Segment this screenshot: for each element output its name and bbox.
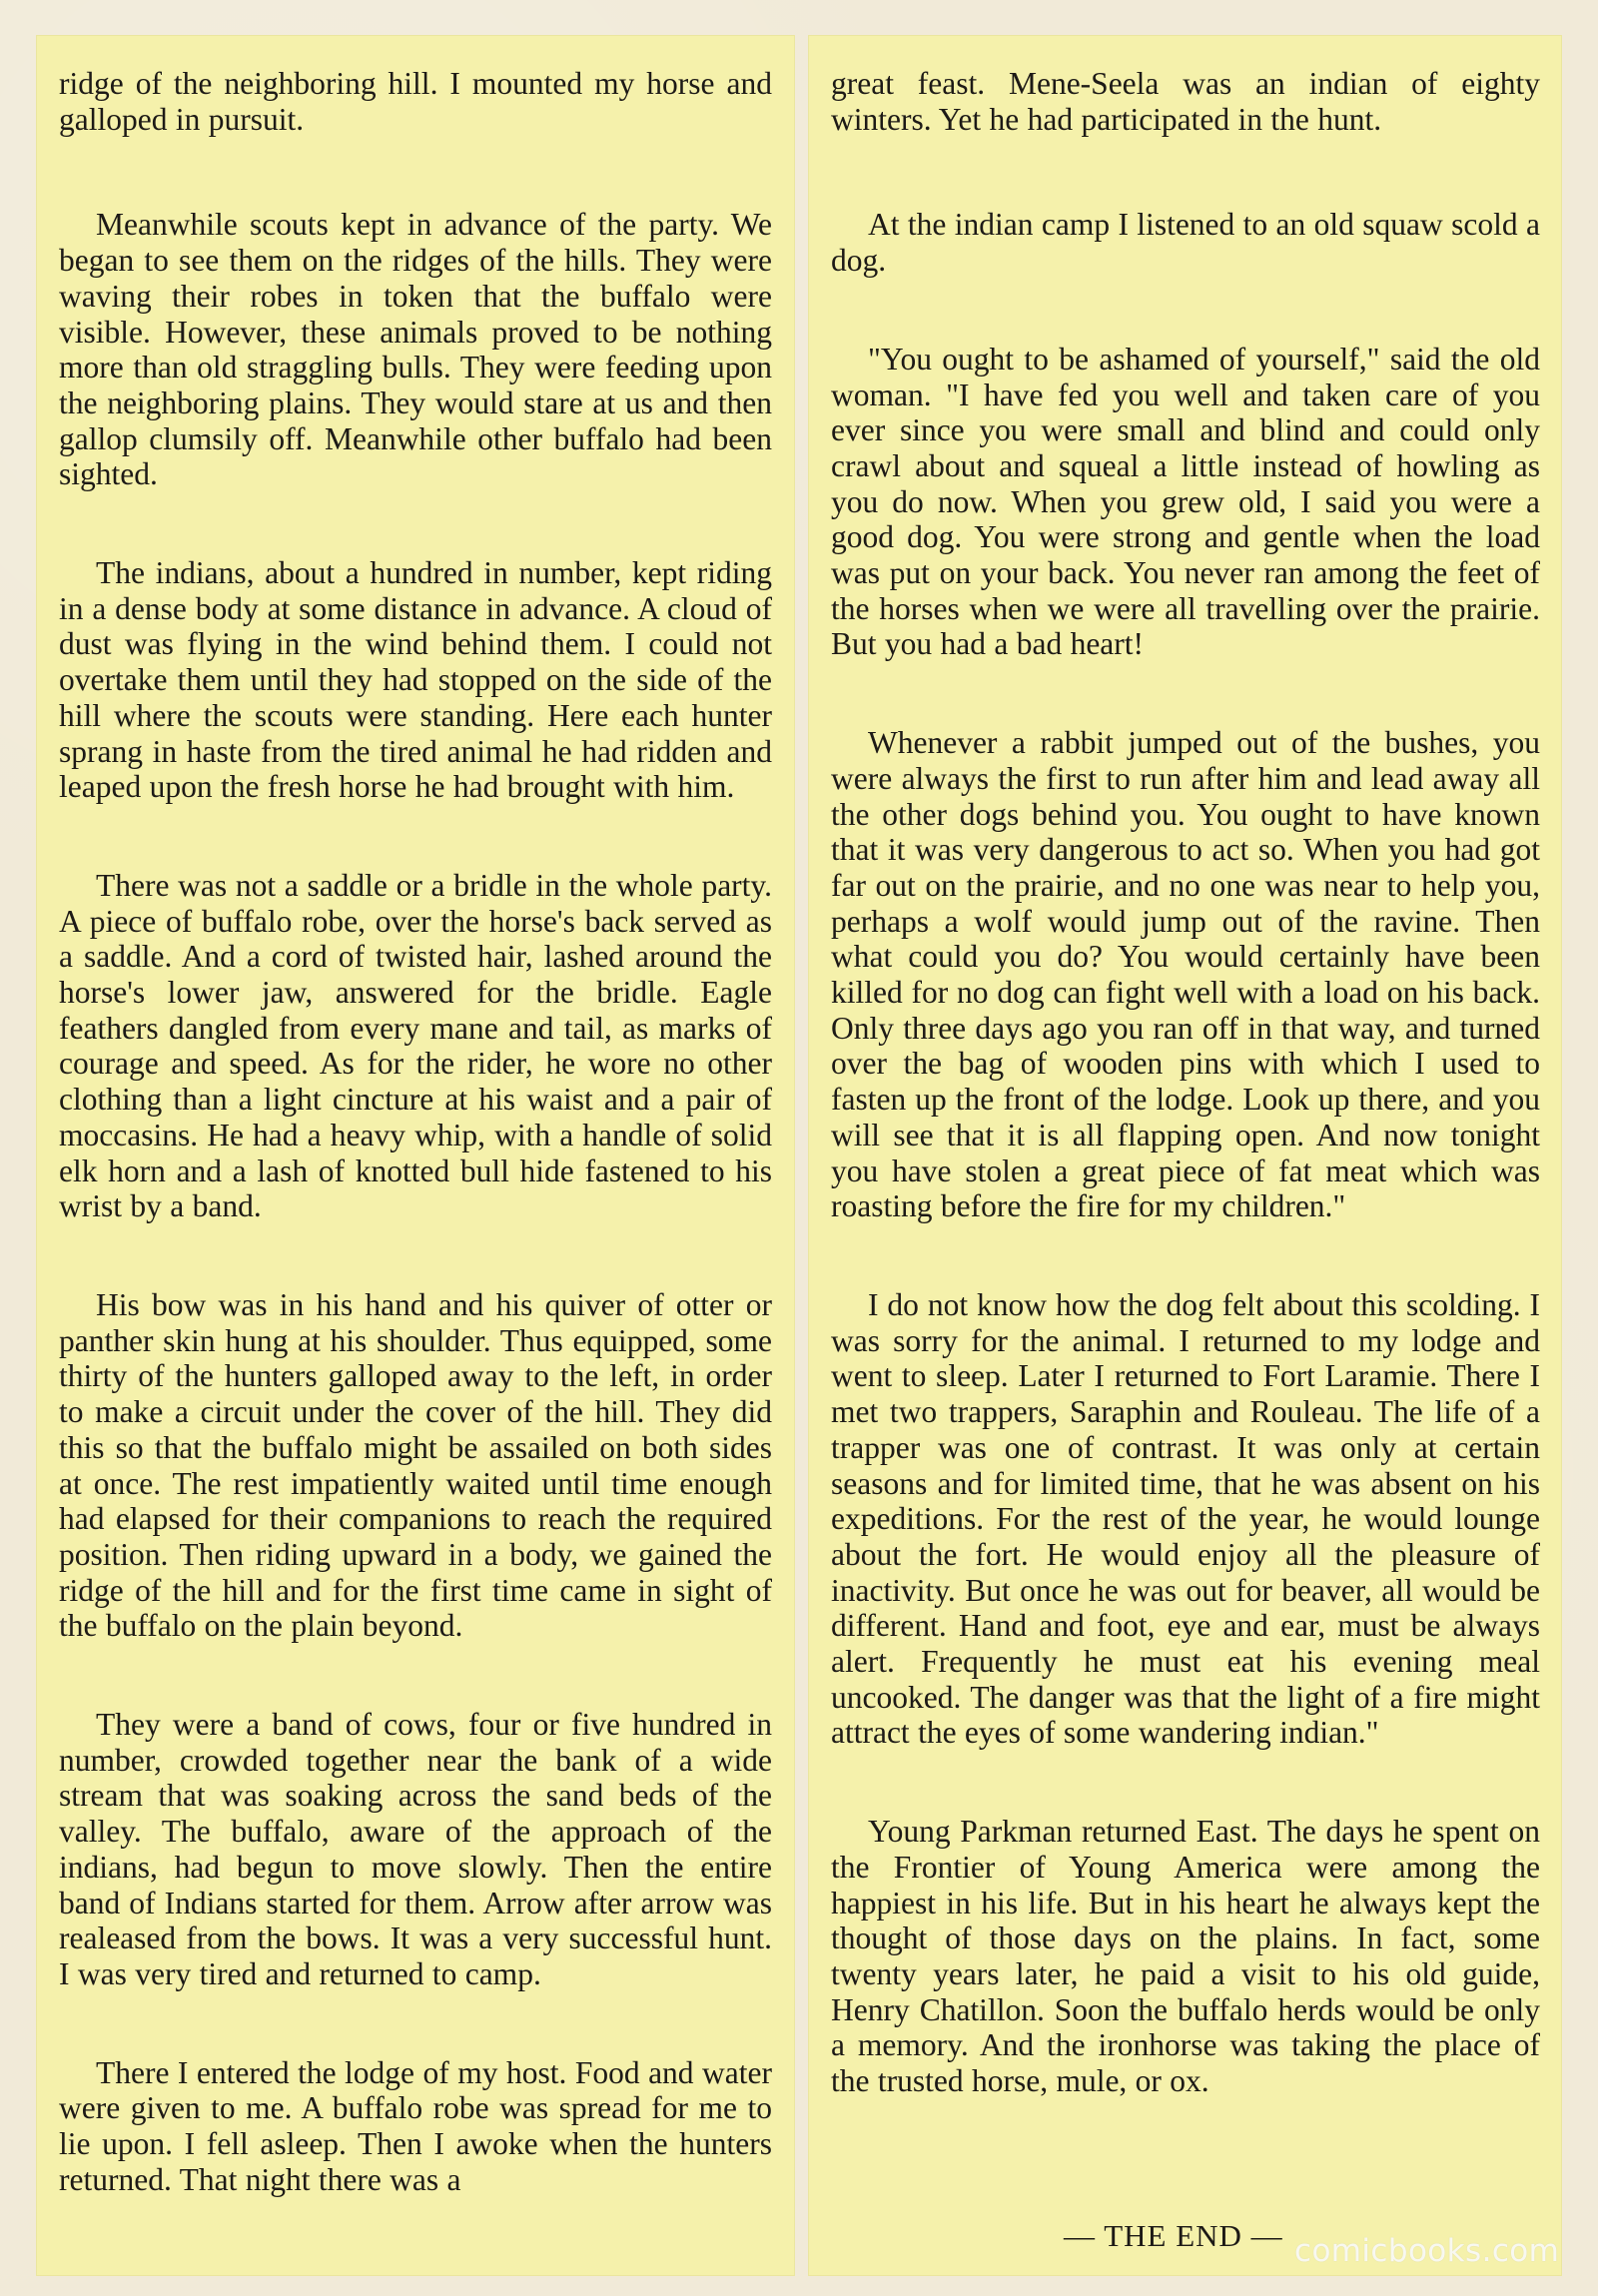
right-story-column [808,35,1562,2276]
right-paragraph-4: Whenever a rabbit jumped out of the bushes, you were always the first to run after him and lead away all the other dogs behind you. You ought to have known that it was very dangerous to act so. When you had got far out on the prairie, and no one was near to help you, perhaps a wolf would jump out of the ravine. Then what could you do? You would certainly have been killed for no dog can fight well with a load on his back. Only three days ago you ran off in that way, and turned over the bag of wooden pins with which I used to fasten up the front of the lodge. Look up there, and you will see that it is all flapping open. And now tonight you have stolen a great piece of fat meat which was roasting before the fire for my children." [831,725,1540,1224]
left-paragraph-6: They were a band of cows, four or five hundred in number, crowded together near the bank of a wide stream that was soaking across the sand beds of the valley. The buffalo, aware of the approach of the indians, had begun to move slowly. Then the entire band of Indians started for them. Arrow after arrow was realeased from the bows. It was a very successful hunt. I was very tired and returned to camp. [59,1707,772,1991]
right-paragraph-6: Young Parkman returned East. The days he spent on the Frontier of Young America were among the happiest in his life. But in his heart he always kept the thought of those days on the plains. In fact, some twenty years later, he paid a visit to his old guide, Henry Chatillon. Soon the buffalo herds would be only a memory. And the ironhorse was taking the place of the trusted horse, mule, or ox. [831,1814,1540,2099]
right-paragraph-2: At the indian camp I listened to an old squaw scold a dog. [831,207,1540,279]
left-paragraph-1: ridge of the neighboring hill. I mounted my horse and galloped in pursuit. [59,66,772,137]
left-paragraph-2: Meanwhile scouts kept in advance of the party. We began to see them on the ridges of the hills. They were waving their robes in token that the buffalo were visible. However, these animals proved to be nothing more than old straggling bulls. They were feeding upon the neighboring plains. They would stare at us and then gallop clumsily off. Meanwhile other buffalo had been sighted. [59,207,772,492]
site-watermark: comicbooks.com [1294,2233,1560,2269]
right-paragraph-5: I do not know how the dog felt about this scolding. I was sorry for the animal. I returned to my lodge and went to sleep. Later I returned to Fort Laramie. There I met two trappers, Saraphin and Rouleau. The life of a trapper was one of contrast. It was only at certain seasons and for limited time, that he was absent on his expeditions. For the rest of the year, he would lounge about the fort. He would enjoy all the pleasure of inactivity. But once he was out for beaver, all would be different. Hand and foot, eye and ear, must be always alert. Frequently he must eat his evening meal uncooked. The danger was that the light of a fire might attract the eyes of some wandering indian." [831,1286,1540,1751]
left-paragraph-7: There I entered the lodge of my host. Food and water were given to me. A buffalo robe was spread for me to lie upon. I fell asleep. Then I awoke when the hunters returned. That night there was a [59,2054,772,2197]
left-paragraph-5: His bow was in his hand and his quiver of otter or panther skin hung at his shoulder. Thus equipped, some thirty of the hunters galloped away to the left, in order to make a circuit under the cover of the hill. They did this so that the buffalo might be assailed on both sides at once. The rest impatiently waited until time enough had elapsed for their companions to reach the required position. Then riding upward in a body, we gained the ridge of the hill and for the first time came in sight of the buffalo on the plain beyond. [59,1286,772,1644]
the-end-label: — THE END — [1064,2218,1283,2253]
left-paragraph-4: There was not a saddle or a bridle in the whole party. A piece of buffalo robe, over the horse's back served as a saddle. And a cord of twisted hair, lashed around the horse's lower jaw, answered for the bridle. Eagle feathers dangled from every mane and tail, as marks of courage and speed. As for the rider, he wore no other clothing than a light cincture at his waist and a pair of moccasins. He had a heavy whip, with a handle of solid elk horn and a lash of knotted bull hide fastened to his wrist by a band. [59,867,772,1224]
left-paragraph-3: The indians, about a hundred in number, kept riding in a dense body at some distance in advance. A cloud of dust was flying in the wind behind them. I could not overtake them until they had stopped on the side of the hill where the scouts were standing. Here each hunter sprang in haste from the tired animal he had ridden and leaped upon the fresh horse he had brought with him. [59,555,772,805]
right-paragraph-3: "You ought to be ashamed of yourself," said the old woman. "I have fed you well and taken care of you ever since you were small and blind and could only crawl about and squeal a little instead of howling as you do now. When you grew old, I said you were a good dog. You were strong and gentle when the load was put on your back. You never ran among the feet of the horses when we were all travelling over the prairie. But you had a bad heart! [831,341,1540,662]
left-story-column [36,35,795,2276]
right-paragraph-1: great feast. Mene-Seela was an indian of eighty winters. Yet he had participated in the hunt. [831,66,1540,137]
